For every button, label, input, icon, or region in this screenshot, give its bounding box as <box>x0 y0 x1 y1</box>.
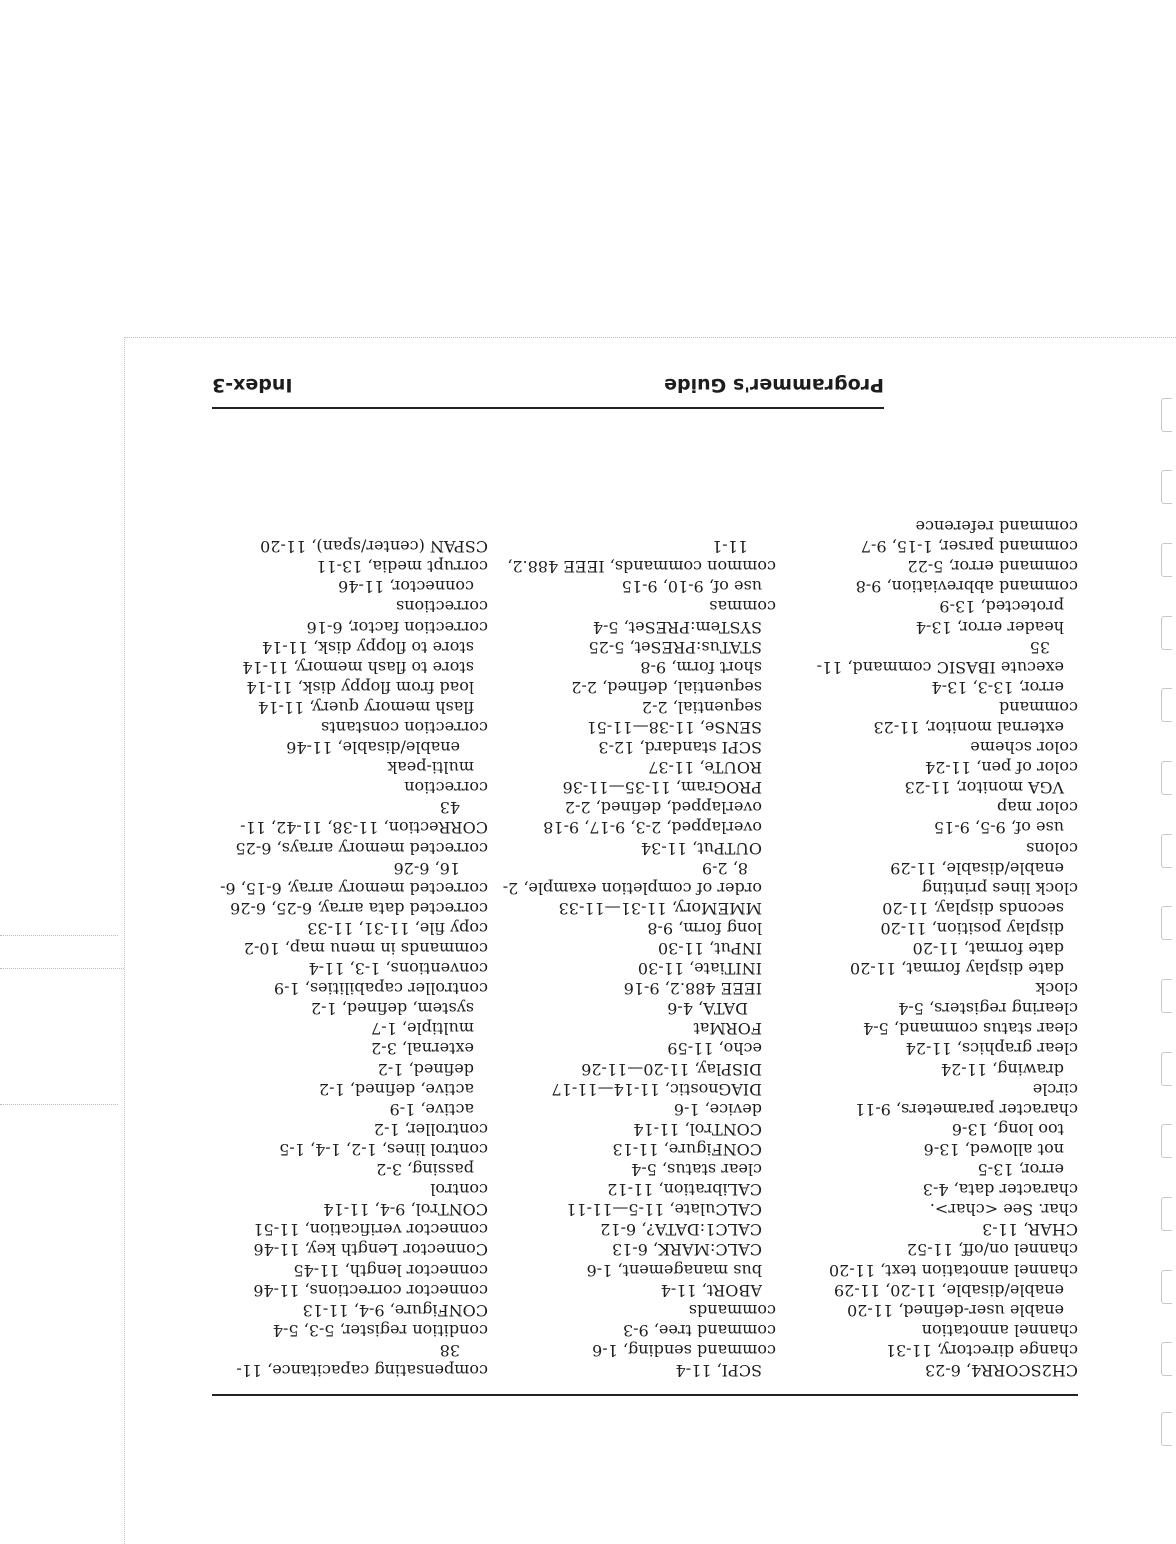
index-entry: passing, 3-2 <box>376 1160 474 1180</box>
index-entry: commands <box>688 1300 776 1320</box>
index-entry: CALibration, 11-12 <box>607 1180 762 1200</box>
index-entry: FORMat <box>693 1019 762 1039</box>
index-entry: colons <box>1026 838 1078 858</box>
index-entry: condition register, 5-3, 5-4 <box>272 1320 488 1340</box>
margin-tab <box>1161 1342 1172 1376</box>
index-entry: multiple, 1-7 <box>371 1019 474 1039</box>
index-entry: INPut, 11-30 <box>657 939 762 959</box>
index-entry: color scheme <box>970 738 1078 758</box>
index-entry: CORRection, 11-38, 11-42, 11- <box>240 818 488 838</box>
margin-tab <box>1161 616 1172 650</box>
index-entry: channel annotation <box>921 1320 1078 1340</box>
index-entry: command sending, 1-6 <box>592 1340 776 1360</box>
index-entry: color map <box>996 798 1078 818</box>
index-entry: CSPAN (center/span), 11-20 <box>260 537 488 557</box>
index-entry: OUTPut, 11-34 <box>640 838 762 858</box>
index-entry: command error, 5-22 <box>907 557 1078 577</box>
margin-tab <box>1161 1052 1172 1086</box>
index-entry: clear status, 5-4 <box>631 1160 762 1180</box>
index-entry: date format, 11-20 <box>912 939 1064 959</box>
index-entry: IEEE 488.2, 9-16 <box>623 979 762 999</box>
index-entry: command parser, 1-15, 9-7 <box>860 537 1078 557</box>
index-entry: control <box>430 1180 488 1200</box>
index-entry: command reference <box>915 517 1078 537</box>
index-entry: short form, 9-8 <box>640 657 762 677</box>
index-entry: PROGram, 11-35—11-36 <box>562 778 762 798</box>
index-entry: SYSTem:PRESet, 5-4 <box>592 617 762 637</box>
index-entry: common commands, IEEE 488.2, <box>507 557 776 577</box>
running-footer-title: Programmer's Guide <box>664 374 884 396</box>
index-column-3 <box>212 536 488 1380</box>
index-entry: DATA, 4-6 <box>667 999 748 1019</box>
index-entry: SENSe, 11-38—11-51 <box>586 718 762 737</box>
index-entry: 38 <box>439 1340 460 1360</box>
index-entry: order of completion example, 2- <box>502 878 762 898</box>
index-column-2 <box>502 536 776 1380</box>
index-entry: device, 1-6 <box>673 1099 762 1119</box>
index-entry: change directory, 11-31 <box>885 1340 1078 1360</box>
index-entry: character parameters, 9-11 <box>854 1099 1078 1119</box>
margin-tab <box>1161 688 1172 722</box>
scan-artifact-line <box>0 935 118 936</box>
index-entry: 8, 2-9 <box>701 858 748 878</box>
index-entry: corrections <box>395 597 488 617</box>
index-entry: enable user-defined, 11-20 <box>847 1300 1064 1320</box>
index-entry: clock lines printing <box>921 878 1078 898</box>
index-entry: external monitor, 11-23 <box>873 718 1064 737</box>
scan-artifact-line <box>0 1104 118 1105</box>
index-entry: external, 3-2 <box>371 1039 474 1059</box>
index-entry: not allowed, 13-6 <box>923 1139 1064 1159</box>
index-entry: clearing registers, 5-4 <box>898 999 1078 1019</box>
index-entry: VGA monitor, 11-23 <box>904 778 1064 798</box>
top-rule <box>212 1394 1078 1396</box>
index-entry: CONTrol, 9-4, 11-14 <box>323 1200 488 1220</box>
margin-tab <box>1161 834 1172 868</box>
margin-tab <box>1161 1197 1172 1231</box>
page-number: Index-3 <box>212 374 293 396</box>
index-entry: 16, 6-26 <box>393 858 460 878</box>
index-entry: CALCulate, 11-5—11-11 <box>566 1200 762 1220</box>
index-entry: command tree, 9-3 <box>622 1320 776 1340</box>
index-entry: load from floppy disk, 11-14 <box>246 677 474 697</box>
index-column-1 <box>793 516 1078 1380</box>
index-entry: CHAR, 11-3 <box>982 1220 1078 1240</box>
index-entry: compensating capacitance, 11- <box>236 1361 488 1380</box>
index-entry: Connector Length key, 11-46 <box>253 1240 488 1260</box>
index-entry: overlapped, 2-3, 9-17, 9-18 <box>543 818 762 838</box>
index-entry: STATus:PRESet, 5-25 <box>588 637 762 657</box>
index-entry: use of, 9-10, 9-15 <box>621 577 762 597</box>
index-entry: header error, 13-4 <box>915 617 1064 637</box>
index-entry: color of pen, 11-24 <box>924 758 1078 778</box>
index-entry: CONTrol, 11-14 <box>633 1119 762 1139</box>
index-entry: display position, 11-20 <box>880 918 1064 938</box>
index-entry: clear graphics, 11-24 <box>905 1039 1078 1059</box>
index-entry: multi-peak <box>387 758 474 778</box>
margin-tab <box>1161 1270 1172 1304</box>
index-entry: active, 1-9 <box>389 1099 474 1119</box>
index-entry: use of, 9-5, 9-15 <box>933 818 1064 838</box>
index-entry: copy file, 11-31, 11-33 <box>307 918 488 938</box>
index-entry: connector verification, 11-51 <box>253 1220 488 1240</box>
index-entry: command abbreviation, 9-8 <box>855 577 1078 597</box>
index-entry: correction constants <box>321 718 488 737</box>
index-entry: corrected memory array, 6-15, 6- <box>220 878 488 898</box>
index-entry: corrupt media, 13-11 <box>316 557 488 577</box>
margin-tab <box>1161 470 1172 504</box>
scan-sheet-left-edge <box>124 337 125 1544</box>
index-entry: error, 13-3, 13-4 <box>931 677 1064 697</box>
index-entry: channel annotation text, 11-20 <box>828 1260 1078 1280</box>
index-entry: 35 <box>1029 637 1050 657</box>
index-entry: corrected data array, 6-25, 6-26 <box>230 898 488 918</box>
index-entry: long form, 9-8 <box>647 918 762 938</box>
index-entry: defined, 1-2 <box>377 1059 474 1079</box>
index-entry: protected, 13-9 <box>939 597 1064 617</box>
index-entry: CONFigure, 11-13 <box>612 1139 762 1159</box>
index-page <box>212 358 1078 1396</box>
index-entry: execute IBASIC command, 11- <box>816 657 1064 677</box>
index-entry: clear status command, 5-4 <box>863 1019 1078 1039</box>
margin-tab <box>1161 1412 1172 1446</box>
index-entry: bus management, 1-6 <box>586 1260 762 1280</box>
index-entry: flash memory query, 11-14 <box>258 697 474 717</box>
margin-tab <box>1161 543 1172 577</box>
index-entry: sequential, defined, 2-2 <box>571 677 762 697</box>
index-entry: command <box>998 697 1078 717</box>
margin-tab <box>1161 398 1172 432</box>
footer-rule <box>212 407 884 409</box>
index-entry: date display format, 11-20 <box>850 959 1064 979</box>
index-entry: overlapped, defined, 2-2 <box>564 798 762 818</box>
index-entry: controller, 1-2 <box>373 1119 488 1139</box>
scan-sheet-top-edge <box>124 337 1176 338</box>
index-entry: correction <box>404 778 488 798</box>
index-entry: SCPI, 11-4 <box>675 1361 762 1380</box>
index-entry: circle <box>1032 1079 1078 1099</box>
index-entry: CALC1:DATA?, 6-12 <box>600 1220 762 1240</box>
index-entry: CH2SCORR4, 6-23 <box>924 1361 1078 1380</box>
index-entry: 43 <box>439 798 460 818</box>
index-entry: too long, 13-6 <box>951 1119 1064 1139</box>
index-entry: corrected memory arrays, 6-25 <box>235 838 488 858</box>
index-entry: ABORt, 11-4 <box>660 1280 762 1300</box>
index-entry: active, defined, 1-2 <box>318 1079 474 1099</box>
index-entry: conventions, 1-3, 11-4 <box>308 959 488 979</box>
margin-tab <box>1161 761 1172 795</box>
index-entry: CONFigure, 9-4, 11-13 <box>302 1300 488 1320</box>
margin-tab <box>1161 1124 1172 1158</box>
index-entry: system, defined, 1-2 <box>310 999 474 1019</box>
index-entry: MMEMory, 11-31—11-33 <box>558 898 762 918</box>
index-entry: control lines, 1-2, 1-4, 1-5 <box>279 1139 488 1159</box>
index-entry: connector, 11-46 <box>338 577 474 597</box>
scan-artifact-line <box>0 968 124 969</box>
index-entry: correction factor, 6-16 <box>306 617 488 637</box>
index-entry: INITiate, 11-30 <box>637 959 762 979</box>
index-entry: 11-1 <box>712 537 748 557</box>
index-entry: ROUTe, 11-37 <box>648 758 762 778</box>
index-entry: store to flash memory, 11-14 <box>242 657 474 677</box>
index-entry: drawing, 11-24 <box>940 1059 1064 1079</box>
index-entry: connector length, 11-45 <box>293 1260 488 1280</box>
margin-tab <box>1161 906 1172 940</box>
index-entry: store to floppy disk, 11-14 <box>261 637 474 657</box>
index-entry: DIAGnostic, 11-14—11-17 <box>551 1079 762 1099</box>
index-entry: commands in menu map, 10-2 <box>243 939 488 959</box>
index-entry: CALC:MARK, 6-13 <box>611 1240 762 1260</box>
index-entry: enable/disable, 11-29 <box>890 858 1064 878</box>
index-entry: char. See <char>. <box>929 1200 1078 1220</box>
index-entry: sequential, 2-2 <box>641 697 762 717</box>
index-entry: character data, 4-3 <box>922 1180 1078 1200</box>
index-entry: echo, 11-59 <box>667 1039 762 1059</box>
index-entry: controller capabilities, 1-9 <box>273 979 488 999</box>
index-entry: enable/disable, 11-20, 11-29 <box>833 1280 1064 1300</box>
index-entry: channel on/off, 11-52 <box>906 1240 1078 1260</box>
margin-tab <box>1161 979 1172 1013</box>
index-entry: error, 13-5 <box>977 1160 1064 1180</box>
index-entry: SCPI standard, 12-3 <box>598 738 762 758</box>
index-entry: enable/disable, 11-46 <box>286 738 460 758</box>
index-entry: connector corrections, 11-46 <box>253 1280 488 1300</box>
index-entry: commas <box>709 597 776 617</box>
index-entry: clock <box>1035 979 1078 999</box>
index-entry: seconds display, 11-20 <box>882 898 1064 918</box>
index-entry: DISPlay, 11-20—11-26 <box>581 1059 762 1079</box>
